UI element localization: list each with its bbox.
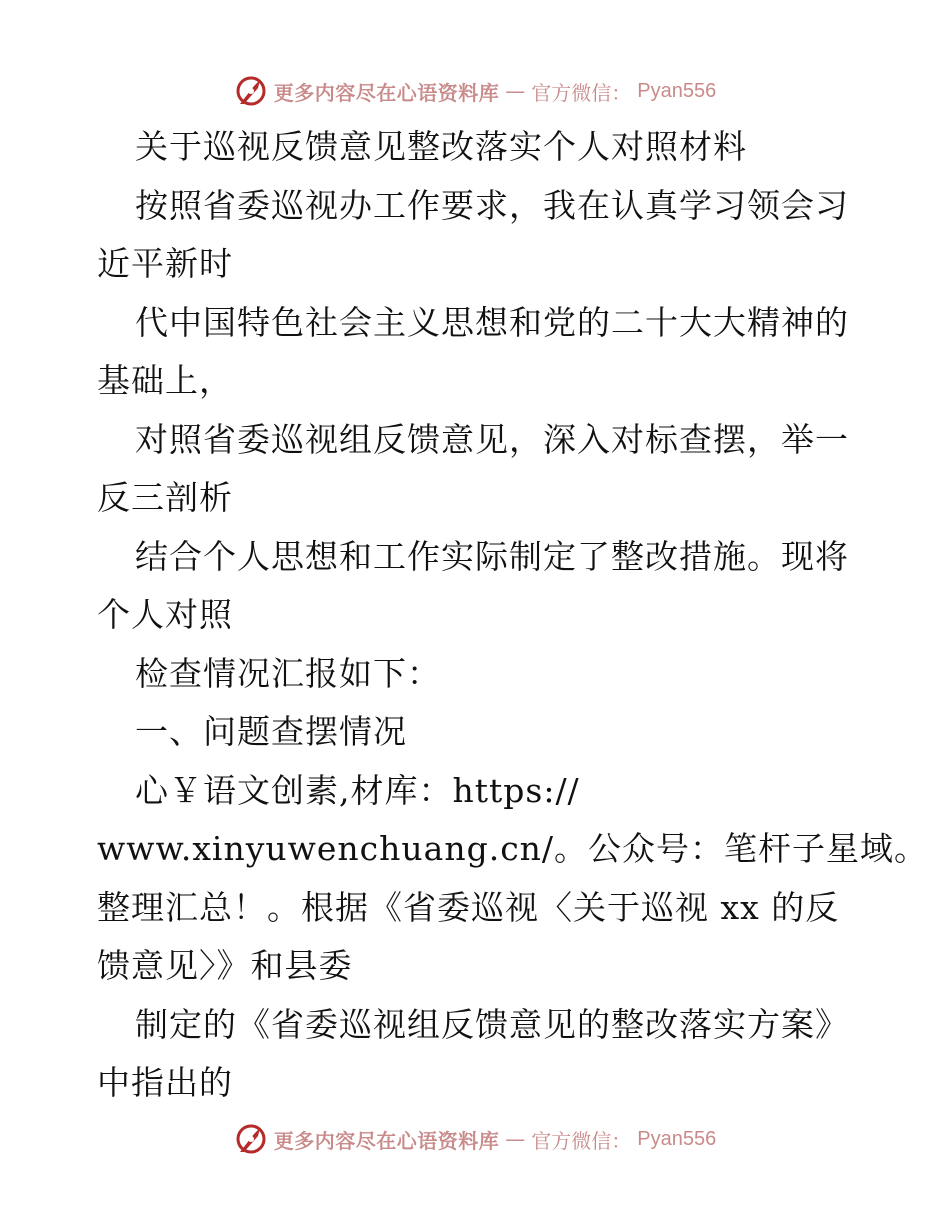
banner-wechat-label: 官方微信： bbox=[531, 80, 632, 105]
paragraph-line: 个人对照 bbox=[97, 595, 233, 634]
paragraph-line: 对照省委巡视组反馈意见，深入对标查摆，举一 bbox=[135, 419, 849, 459]
quill-pen-logo-icon bbox=[234, 74, 268, 108]
banner-wechat-id: Pyan556 bbox=[637, 79, 717, 102]
paragraph-line: 中指出的 bbox=[97, 1063, 233, 1102]
banner-dash: — bbox=[505, 1127, 526, 1151]
paragraph-line-url: www.xinyuwenchuang.cn/。公众号：笔杆子星域。 bbox=[97, 829, 929, 868]
paragraph-line: 检查情况汇报如下： bbox=[135, 653, 441, 693]
paragraph-line: 基础上， bbox=[97, 361, 233, 400]
paragraph-line: 代中国特色社会主义思想和党的二十大大精神的 bbox=[135, 302, 849, 342]
paragraph-line: 心￥语文创素,材库：https:// bbox=[135, 770, 580, 810]
banner-dash: — bbox=[505, 79, 526, 103]
paragraph-line: 结合个人思想和工作实际制定了整改措施。现将 bbox=[135, 536, 849, 576]
banner-wechat-id: Pyan556 bbox=[637, 1127, 717, 1150]
paragraph-line: 近平新时 bbox=[97, 244, 233, 283]
paragraph-line: 按照省委巡视办工作要求，我在认真学习领会习 bbox=[135, 185, 849, 225]
section-heading: 一、问题查摆情况 bbox=[135, 712, 407, 751]
paragraph-line: 反三剖析 bbox=[97, 478, 233, 517]
paragraph-line: 馈意见〉》和县委 bbox=[97, 946, 353, 985]
banner-wechat-label: 官方微信： bbox=[531, 1128, 632, 1153]
paragraph-line: 制定的《省委巡视组反馈意见的整改落实方案》 bbox=[135, 1004, 849, 1044]
quill-pen-logo-icon bbox=[234, 1122, 268, 1156]
banner-site-text: 更多内容尽在心语资料库 bbox=[273, 1128, 500, 1153]
banner-site-text: 更多内容尽在心语资料库 bbox=[273, 80, 500, 105]
document-body bbox=[97, 118, 929, 1113]
header-banner bbox=[0, 71, 950, 111]
document-title: 关于巡视反馈意见整改落实个人对照材料 bbox=[135, 127, 747, 166]
paragraph-line: 整理汇总！。根据《省委巡视〈关于巡视 xx 的反 bbox=[97, 887, 840, 927]
footer-banner bbox=[0, 1119, 950, 1159]
